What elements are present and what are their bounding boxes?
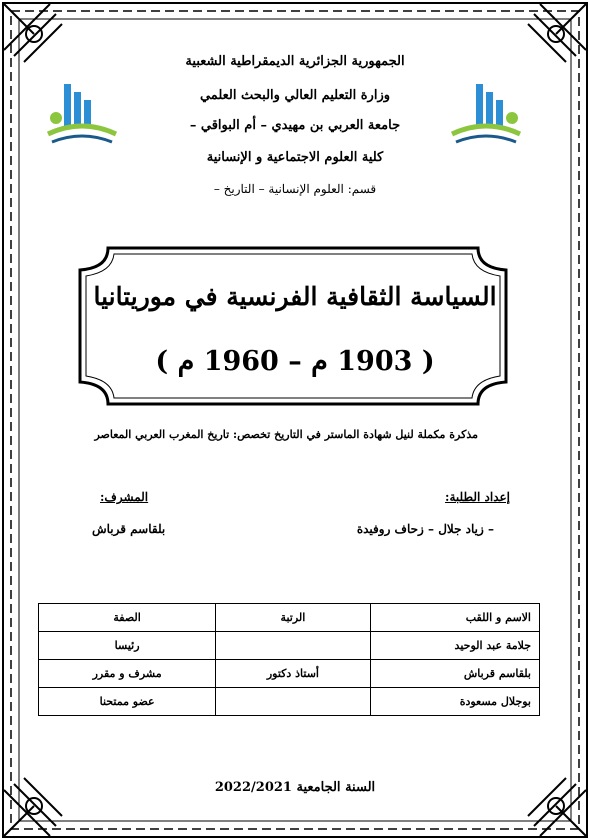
supervisor-label: المشرف:: [100, 490, 149, 504]
thesis-dates: ( 1903 م – 1960 م ): [155, 346, 435, 377]
thesis-title: السياسة الثقافية الفرنسية في موريتانيا: [93, 282, 497, 311]
header-university: جامعة العربي بن مهيدي – أم البواقي –: [189, 118, 401, 133]
academic-year: السنة الجامعية 2022/2021: [214, 780, 376, 795]
header-ministry: وزارة التعليم العالي والبحث العلمي: [199, 88, 391, 103]
table-row: [39, 660, 540, 688]
table-row: [39, 632, 540, 660]
jury-role: عضو ممتحنا: [39, 688, 216, 716]
jury-name: بلقاسم قرباش: [370, 660, 539, 688]
jury-name: بوجلال مسعودة: [370, 688, 539, 716]
supervisor-name: بلقاسم قرباش: [92, 522, 166, 536]
jury-table: [38, 603, 540, 716]
jury-role: رئيسا: [39, 632, 216, 660]
header-name: الاسم و اللقب: [370, 604, 539, 632]
students-names: – زياد جلال – زحاف روفيدة: [356, 522, 494, 536]
university-logo-left: [42, 78, 122, 156]
memo-description: مذكرة مكملة لنيل شهادة الماستر في التاريخ تخصص: تاريخ المغرب العربي المعاصر: [94, 428, 478, 441]
table-row: [39, 688, 540, 716]
header-department: قسم: العلوم الإنسانية – التاريخ –: [213, 182, 377, 196]
students-label: إعداد الطلبة:: [445, 490, 510, 504]
jury-rank: أستاذ دكتور: [216, 660, 370, 688]
table-header-row: [39, 604, 540, 632]
header-role: الصفة: [39, 604, 216, 632]
jury-rank: [216, 688, 370, 716]
jury-rank: [216, 632, 370, 660]
jury-role: مشرف و مقرر: [39, 660, 216, 688]
header-republic: الجمهورية الجزائرية الديمقراطية الشعبية: [185, 54, 405, 69]
header-rank: الرتبة: [216, 604, 370, 632]
jury-name: جلامة عبد الوحيد: [370, 632, 539, 660]
title-frame: [78, 246, 508, 406]
header-faculty: كلية العلوم الاجتماعية و الإنسانية: [206, 150, 384, 165]
